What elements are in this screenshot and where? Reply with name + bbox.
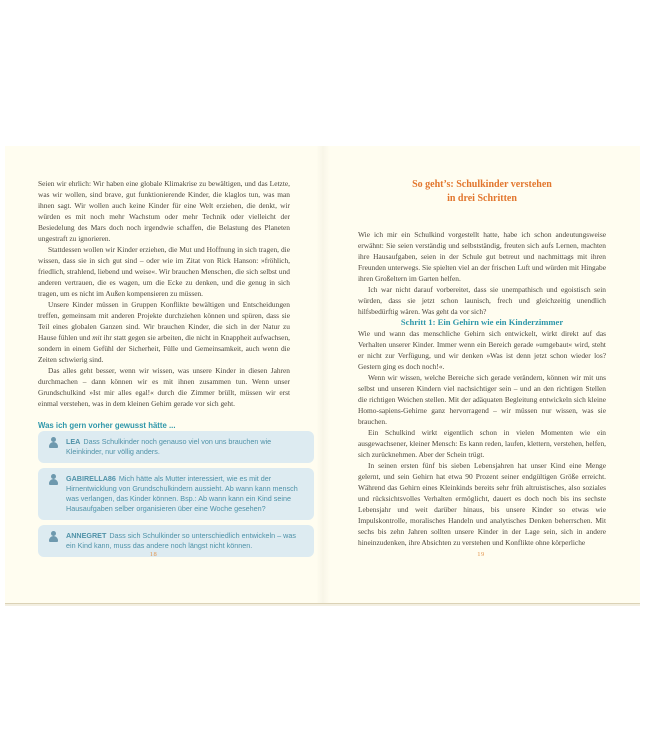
body-paragraph <box>38 299 290 365</box>
emphasized-word: mit <box>92 333 102 342</box>
user-avatar-icon <box>47 436 59 449</box>
user-avatar-icon <box>47 473 59 486</box>
right-page-text-column <box>358 178 606 548</box>
comment-text: Dass Schulkinder noch genauso viel von uns brauchen wie Kleinkinder, nur völlig anders. <box>66 437 272 456</box>
chapter-heading <box>358 178 606 205</box>
body-paragraph: Seien wir ehrlich: Wir haben eine globale Klimakrise zu bewältigen, und das Letzte, was wir wollen, sind brave, gut funktionierende Kinder, die klaglos tun, was man ihnen sagt. Wir wollen auch keine Kinder für eine Welt erziehen, die denkt, wir würden es mit noch mehr Wachstum oder mehr Technik oder vielleicht der Besiedelung des Mars doch noch irgendwie schaffen, die Belastung des Planeten ungestraft zu ignorieren. <box>38 179 290 243</box>
reader-questions-section <box>38 421 314 557</box>
body-paragraph: Wie ich mir ein Schulkind vorgestellt hatte, habe ich schon andeutungsweise erwähnt: Sie seien verständig und selbstständig, freuten sich aufs Lernen, machten ihre Hausaufgaben, seien in der Schule gut betreut und nachmittags mit ihren Freunden unterwegs. Sie spielten viel an der frischen Luft und würden mit Hingabe ihren Großeltern im Garten helfen. <box>358 230 606 283</box>
comment-username: GABIRELLA86 <box>66 474 116 483</box>
body-paragraph: Das alles geht besser, wenn wir wissen, was unsere Kinder in diesen Jahren durchmachen – dann können wir es mit ihnen zusammen tun. Wenn unser Grundschulkind »Ist mir alles egal!« durch die Zimmer brüllt, müssen wir erst einmal verstehen, was in dem kleinen Gehirn gerade vor sich geht. <box>38 366 290 408</box>
comment-text: Mich hätte als Mutter interessiert, wie es mit der Hirnentwicklung von Grundschulkindern aussieht. Ab wann kann mensch was verlangen, das Kinder können. Bsp.: Ab wann kann ein Kind seine Hausaufgaben selber organisieren über eine Woche gesehen? <box>66 474 298 513</box>
left-page <box>5 146 322 603</box>
step-heading: Schritt 1: Ein Gehirn wie ein Kinderzimmer <box>400 317 564 327</box>
page-number: 18 <box>149 551 158 558</box>
comment-username: ANNEGRET <box>66 531 107 540</box>
right-page <box>322 146 640 603</box>
comment-bubble <box>38 431 314 463</box>
user-avatar-icon <box>47 530 59 543</box>
body-paragraph: Stattdessen wollen wir Kinder erziehen, die Mut und Hoffnung in sich tragen, die wissen, dass sie in sich gut sind – oder wie im Zitat von Rick Hanson: »fröhlich, friedlich, strahlend, liebend und weise«. Wir brauchen Menschen, die sich selbst und anderen vertrauen, die es wagen, um die Ecke zu denken, und die genug in sich tragen, um es nicht im Außen kompensieren zu müssen. <box>38 245 290 298</box>
comment-username: LEA <box>66 437 81 446</box>
book-spread <box>5 146 640 603</box>
left-page-text-column <box>38 178 298 562</box>
comment-bubble <box>38 468 314 520</box>
paragraph-text: ihr statt gegen sie arbeiten, die nicht in Knappheit aufwachsen, sondern in einem Gefühl der Sicherheit, Fülle und Gemeinsamkeit, auch wenn die Zeiten schwierig sind. <box>38 333 291 364</box>
body-paragraph: In seinen ersten fünf bis sieben Lebensjahren hat unser Kind eine Menge gelernt, und sein Gehirn hat etwa 90 Prozent seiner endgültigen Größe erreicht. Während das Gehirn eines Kleinkinds bereits sehr früh altruistisches, also soziales und rücksichtsvolles Verhalten ermöglicht, dauert es doch noch bis ins sechste Lebensjahr und weit darüber hinaus, bis unsere Kinder so etwas wie Impulskontrolle, moralisches Handeln und analytisches Denken beherrschen. Mit sechs bis zehn Jahren sollten unsere Kinder in der Lage sein, sich in andere hineinzudenken, ihre Absichten zu verstehen und Konflikte ohne körperliche <box>358 461 606 547</box>
body-paragraph: Ich war nicht darauf vorbereitet, dass sie unempathisch und egoistisch sein würden, dass sie jetzt schon launisch, frech und gleichzeitig unendlich hilfsbedürftig wären. Was geht da vor sich? <box>358 285 606 316</box>
body-paragraph: Wie und wann das menschliche Gehirn sich entwickelt, wirkt direkt auf das Verhalten unserer Kinder. Immer wenn ein Bereich gerade »umgebaut« wird, steht er nicht zur Verfügung, und wir denken »Was ist denn jetzt schon wieder los? Gestern ging es doch noch!«. <box>358 329 606 371</box>
body-paragraph: Wenn wir wissen, welche Bereiche sich gerade verändern, können wir mit uns selbst und unseren Kindern viel nachsichtiger sein – und an den richtigen Stellen die richtigen Weichen stellen. Mit der adäquaten Begleitung entwickeln sich kleine Homo-sapiens-Gehirne ganz hervorragend – wir müssen nur wissen, was sie brauchen. <box>358 373 606 426</box>
chapter-heading-line1: So geht’s: Schulkinder verstehen <box>412 179 552 190</box>
qa-heading: Was ich gern vorher gewusst hätte ... <box>38 421 176 430</box>
paragraph-text: Unsere Kinder müssen in Gruppen Konflikte bewältigen und Entscheidungen treffen, gemeinsam mit anderen Projekte durchziehen können und spüren, dass sie Teil eines globalen Ganzen sind. Wir brauchen Kinder, die sich in der Natur zu Hause fühlen und <box>38 300 290 342</box>
page-number: 19 <box>477 551 485 558</box>
body-paragraph: Ein Schulkind wirkt eigentlich schon in vielen Momenten wie ein ausgewachsener, kleiner Mensch: Es kann reden, laufen, klettern, verstehen, helfen, sich zurücknehmen. Aber der Schein trügt. <box>358 428 606 459</box>
comment-text: Dass sich Schulkinder so unterschiedlich entwickeln – was ein Kind kann, muss das andere noch längst nicht können. <box>66 531 296 550</box>
chapter-heading-line2: in drei Schritten <box>447 192 517 204</box>
